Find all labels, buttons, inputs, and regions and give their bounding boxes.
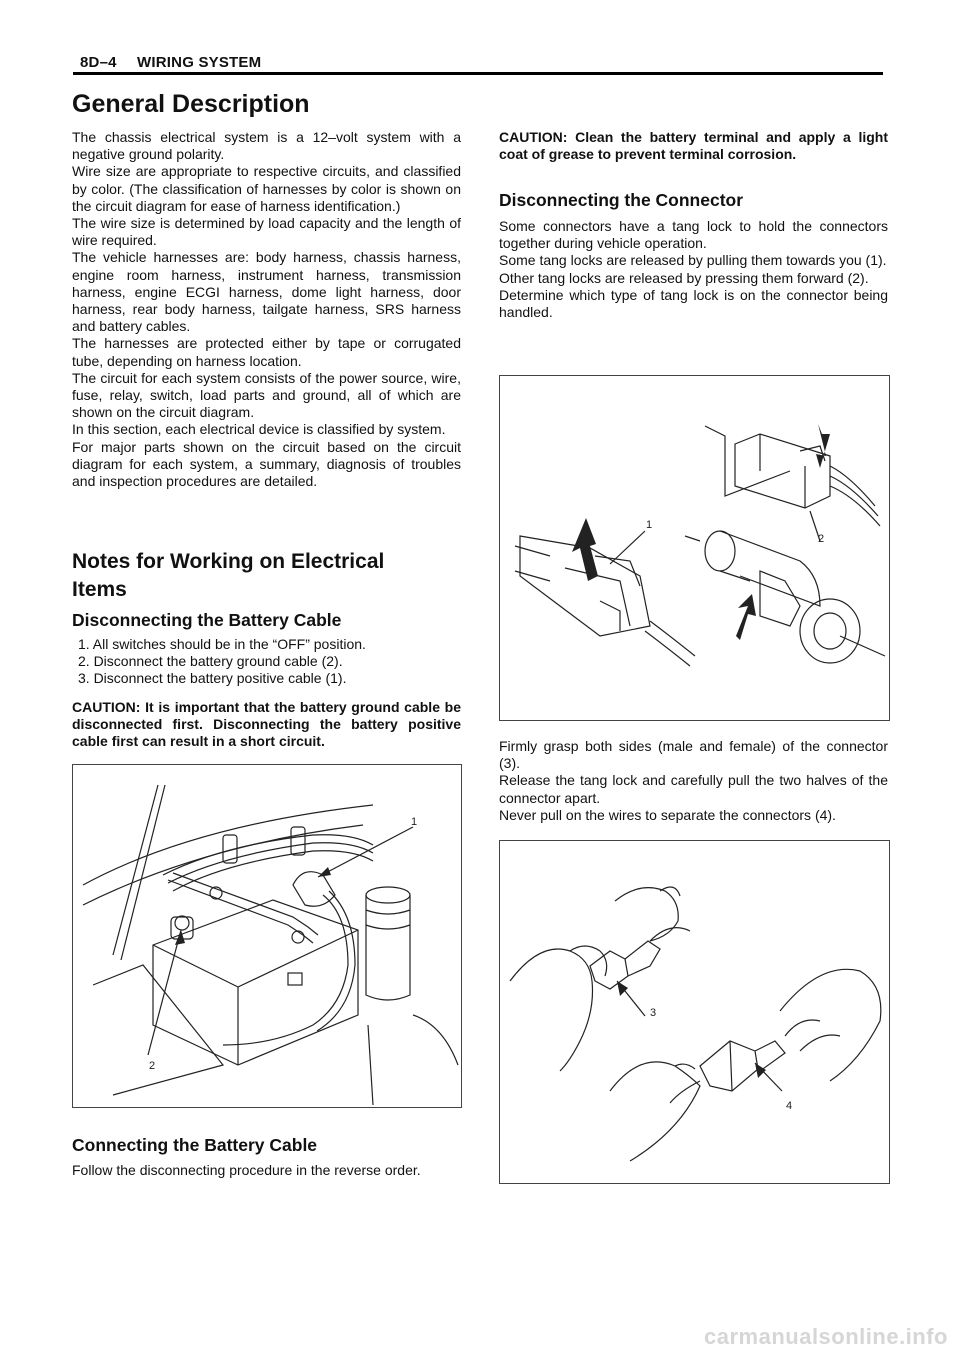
- heading-text: Connecting the Battery Cable: [72, 1135, 318, 1155]
- callout-2: 2: [149, 1060, 156, 1072]
- tang-lock-figure: [499, 375, 890, 721]
- header-rule: [73, 72, 883, 75]
- heading-text: Disconnecting the Battery Cable: [72, 610, 342, 630]
- paragraph: Some connectors have a tang lock to hold the connectors together during vehicle operation.: [499, 218, 888, 252]
- step-item: 1. All switches should be in the “OFF” position.: [78, 636, 366, 652]
- callout-2: 2: [818, 533, 825, 545]
- callout-4: 4: [786, 1100, 793, 1112]
- notes-heading-line2: Items: [72, 578, 127, 601]
- watermark: carmanualsonline.info: [704, 1324, 948, 1349]
- hands-figure: [499, 840, 890, 1184]
- paragraph: Wire size are appropriate to respective circuits, and classified by color. (The classification of harnesses by color is shown on the circuit diagram for ease of harness identification.): [72, 163, 461, 214]
- paragraph: Determine which type of tang lock is on the connector being handled.: [499, 286, 888, 321]
- section-title: WIRING SYSTEM: [137, 54, 262, 71]
- battery-steps: [72, 636, 461, 688]
- paragraph: In this section, each electrical device is classified by system.: [72, 421, 446, 438]
- paragraph: The vehicle harnesses are: body harness, chassis harness, engine room harness, instrument harness, transmission harness, engine ECGI harness, dome light harness, door harness, rear body harness, tailgate harness, SRS harness and battery cables.: [72, 249, 461, 335]
- connector-body: [499, 218, 888, 321]
- caution-terminal: CAUTION: Clean the battery terminal and apply a light coat of grease to prevent terminal corrosion.: [499, 129, 888, 163]
- callout-1: 1: [411, 816, 418, 828]
- connect-battery-heading: [72, 1134, 461, 1156]
- paragraph: The chassis electrical system is a 12–volt system with a negative ground polarity.: [72, 129, 461, 163]
- paragraph: The harnesses are protected either by tape or corrugated tube, depending on harness location.: [72, 335, 461, 369]
- page-title: General Description: [72, 90, 310, 118]
- hands-illustration: [500, 841, 889, 1183]
- notes-heading-line1: Notes for Working on Electrical: [72, 550, 385, 573]
- tang-lock-illustration: [500, 376, 889, 720]
- paragraph: Firmly grasp both sides (male and female) of the connector (3).: [499, 738, 888, 772]
- paragraph: The circuit for each system consists of the power source, wire, fuse, relay, switch, load parts and ground, all of which are shown on the circuit diagram.: [72, 369, 461, 421]
- paragraph: The wire size is determined by load capacity and the length of wire required.: [72, 215, 461, 249]
- caution-disconnect: CAUTION: It is important that the battery ground cable be disconnected first. Disconnecting the battery positive cable first can result in a short circuit.: [72, 699, 461, 750]
- callout-1: 1: [646, 519, 653, 531]
- paragraph: Other tang locks are released by pressing them forward (2).: [499, 269, 869, 286]
- section-number: 8D–4: [80, 54, 117, 71]
- disconnect-battery-heading: [72, 609, 461, 631]
- connect-battery-text: Follow the disconnecting procedure in the reverse order.: [72, 1162, 421, 1178]
- step-item: 2. Disconnect the battery ground cable (2).: [78, 653, 343, 670]
- paragraph: Some tang locks are released by pulling them towards you (1).: [499, 252, 887, 269]
- grasp-body: [499, 738, 888, 824]
- battery-figure: [72, 764, 462, 1108]
- running-header: [80, 54, 261, 71]
- paragraph: Never pull on the wires to separate the connectors (4).: [499, 806, 836, 823]
- notes-heading: [72, 548, 461, 604]
- paragraph: For major parts shown on the circuit based on the circuit diagram for each system, a summary, diagnosis of troubles and inspection procedures are detailed.: [72, 438, 461, 490]
- step-item: 3. Disconnect the battery positive cable (1).: [78, 670, 347, 687]
- connector-heading: [499, 189, 888, 211]
- heading-text: Disconnecting the Connector: [499, 190, 744, 210]
- paragraph: Release the tang lock and carefully pull the two halves of the connector apart.: [499, 772, 888, 806]
- battery-illustration: [73, 765, 461, 1107]
- general-description-body: [72, 129, 461, 490]
- callout-3: 3: [650, 1007, 657, 1019]
